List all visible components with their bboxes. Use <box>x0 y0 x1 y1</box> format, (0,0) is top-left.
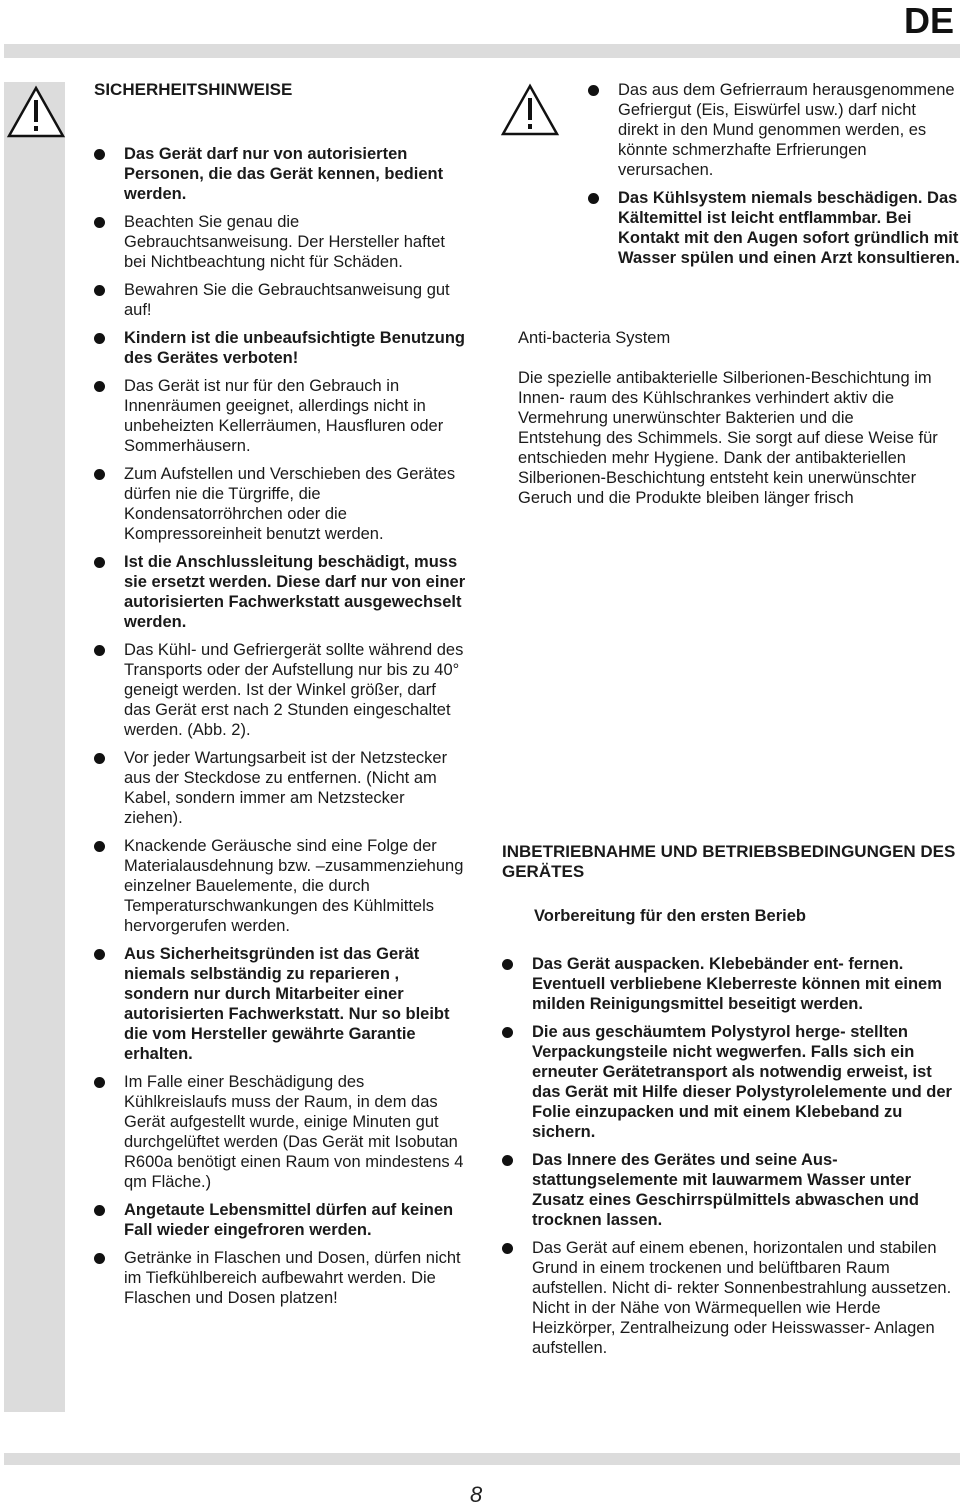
list-item: Das Innere des Gerätes und seine Aus- stattungselemente mit lauwarmem Wasser unter Zusatz eines Geschirrspülmittels abwaschen und trocknen lassen. <box>502 1150 958 1230</box>
bottom-divider-bar <box>4 1453 960 1465</box>
preparation-list <box>502 954 958 1358</box>
language-code: DE <box>903 0 954 41</box>
list-item: Das Kühl- und Gefriergerät sollte während des Transports oder der Aufstellung nur bis zu 40° geneigt werden. Ist der Winkel größer, darf das Gerät erst nach 2 Stunden eingeschaltet werden. (Abb. 2). <box>94 640 466 740</box>
list-item: Die aus geschäumtem Polystyrol herge- stellten Verpackungsteile nicht wegwerfen. Falls sich ein erneuter Gerätetransport als notwendig erweist, ist das Gerät mit Hilfe dieser Polystyrolelemente und der Folie einzupacken und mit einem Klebeband zu sichern. <box>502 1022 958 1142</box>
safety-list <box>94 144 466 1308</box>
list-item: Zum Aufstellen und Verschieben des Gerätes dürfen nie die Türgriffe, die Kondensatorröhrchen oder die Kompressoreinheit benutzt werden. <box>94 464 466 544</box>
section-title-safety: SICHERHEITSHINWEISE <box>94 80 293 99</box>
warning-icon <box>6 84 66 140</box>
list-item: Das aus dem Gefrierraum herausgenommene Gefriergut (Eis, Eiswürfel usw.) darf nicht direkt in den Mund genommen werden, es könnte schmerzhafte Erfrierungen verursachen. <box>588 80 960 180</box>
setup-section <box>502 842 958 1366</box>
list-item: Knackende Geräusche sind eine Folge der Materialausdehnung bzw. –zusammenziehung einzelner Bauelemente, die durch Temperaturschwankungen des Kühlmittels hervorgerufen werden. <box>94 836 466 936</box>
list-item: Vor jeder Wartungsarbeit ist der Netzstecker aus der Steckdose zu entfernen. (Nicht am Kabel, sondern immer am Netzstecker ziehen). <box>94 748 466 828</box>
warning-icon <box>500 82 560 138</box>
list-item: Das Gerät ist nur für den Gebrauch in Innenräumen geeignet, allerdings nicht in unbeheizten Kellerräumen, Hausfluren oder Sommerhäusern. <box>94 376 466 456</box>
anti-bacteria-section <box>518 328 938 508</box>
list-item: Aus Sicherheitsgründen ist das Gerät niemals selbständig zu reparieren , sondern nur durch Mitarbeiter einer autorisierten Fachwerkstatt. Nur so bleibt die vom Hersteller gewährte Garantie erhalten. <box>94 944 466 1064</box>
list-item: Kindern ist die unbeaufsichtigte Benutzung des Gerätes verboten! <box>94 328 466 368</box>
warning-list <box>588 80 960 268</box>
list-item: Das Kühlsystem niemals beschädigen. Das Kältemittel ist leicht entflammbar. Bei Kontakt mit den Augen sofort gründlich mit Wasser spülen und einen Arzt konsultieren. <box>588 188 960 268</box>
subsection-title-preparation: Vorbereitung für den ersten Berieb <box>534 907 806 925</box>
list-item: Im Falle einer Beschädigung des Kühlkreislaufs muss der Raum, in dem das Gerät aufgestellt wurde, einige Minuten gut durchgelüftet werden (Das Gerät mit Isobutan R600a benötigt einen Raum von mindestens 4 qm Fläche.) <box>94 1072 466 1192</box>
page-number: 8 <box>470 1482 483 1507</box>
anti-bacteria-text: Die spezielle antibakterielle Silberionen-Beschichtung im Innen- raum des Kühlschrankes verhindert aktiv die Vermehrung unerwünschter Bakterien und die Entstehung des Schimmels. Sie sorgt auf diese Weise für entschieden mehr Hygiene. Dank der antibakteriellen Silberionen-Beschichtung entsteht kein unerwünschter Geruch und die Produkte bleiben länger frisch <box>518 369 938 507</box>
list-item: Das Gerät auf einem ebenen, horizontalen und stabilen Grund in einem trockenen und belüftbaren Raum aufstellen. Nicht di- rekter Sonnenbestrahlung aussetzen. Nicht in der Nähe von Wärmequellen wie Herde Heizkörper, Zentralheizung oder Heisswasser- Anlagen aufstellen. <box>502 1238 958 1358</box>
section-title-setup: INBETRIEBNAHME UND BETRIEBSBEDINGUNGEN DES GERÄTES <box>502 842 956 881</box>
list-item: Das Gerät auspacken. Klebebänder ent- fernen. Eventuell verbliebene Kleberreste können mit einem milden Reinigungsmittel beseitigt werden. <box>502 954 958 1014</box>
top-divider-bar <box>4 44 960 58</box>
list-item: Beachten Sie genau die Gebrauchtsanweisung. Der Hersteller haftet bei Nichtbeachtung nicht für Schäden. <box>94 212 466 272</box>
list-item: Angetaute Lebensmittel dürfen auf keinen Fall wieder eingefroren werden. <box>94 1200 466 1240</box>
left-margin-bar <box>4 82 65 1412</box>
list-item: Das Gerät darf nur von autorisierten Personen, die das Gerät kennen, bedient werden. <box>94 144 466 204</box>
right-top-column <box>588 80 960 276</box>
list-item: Bewahren Sie die Gebrauchtsanweisung gut auf! <box>94 280 466 320</box>
list-item: Getränke in Flaschen und Dosen, dürfen nicht im Tiefkühlbereich aufbewahrt werden. Die Flaschen und Dosen platzen! <box>94 1248 466 1308</box>
anti-bacteria-title: Anti-bacteria System <box>518 329 671 347</box>
list-item: Ist die Anschlussleitung beschädigt, muss sie ersetzt werden. Diese darf nur von einer autorisierten Fachwerkstatt ausgewechselt werden. <box>94 552 466 632</box>
safety-column <box>94 80 466 1316</box>
